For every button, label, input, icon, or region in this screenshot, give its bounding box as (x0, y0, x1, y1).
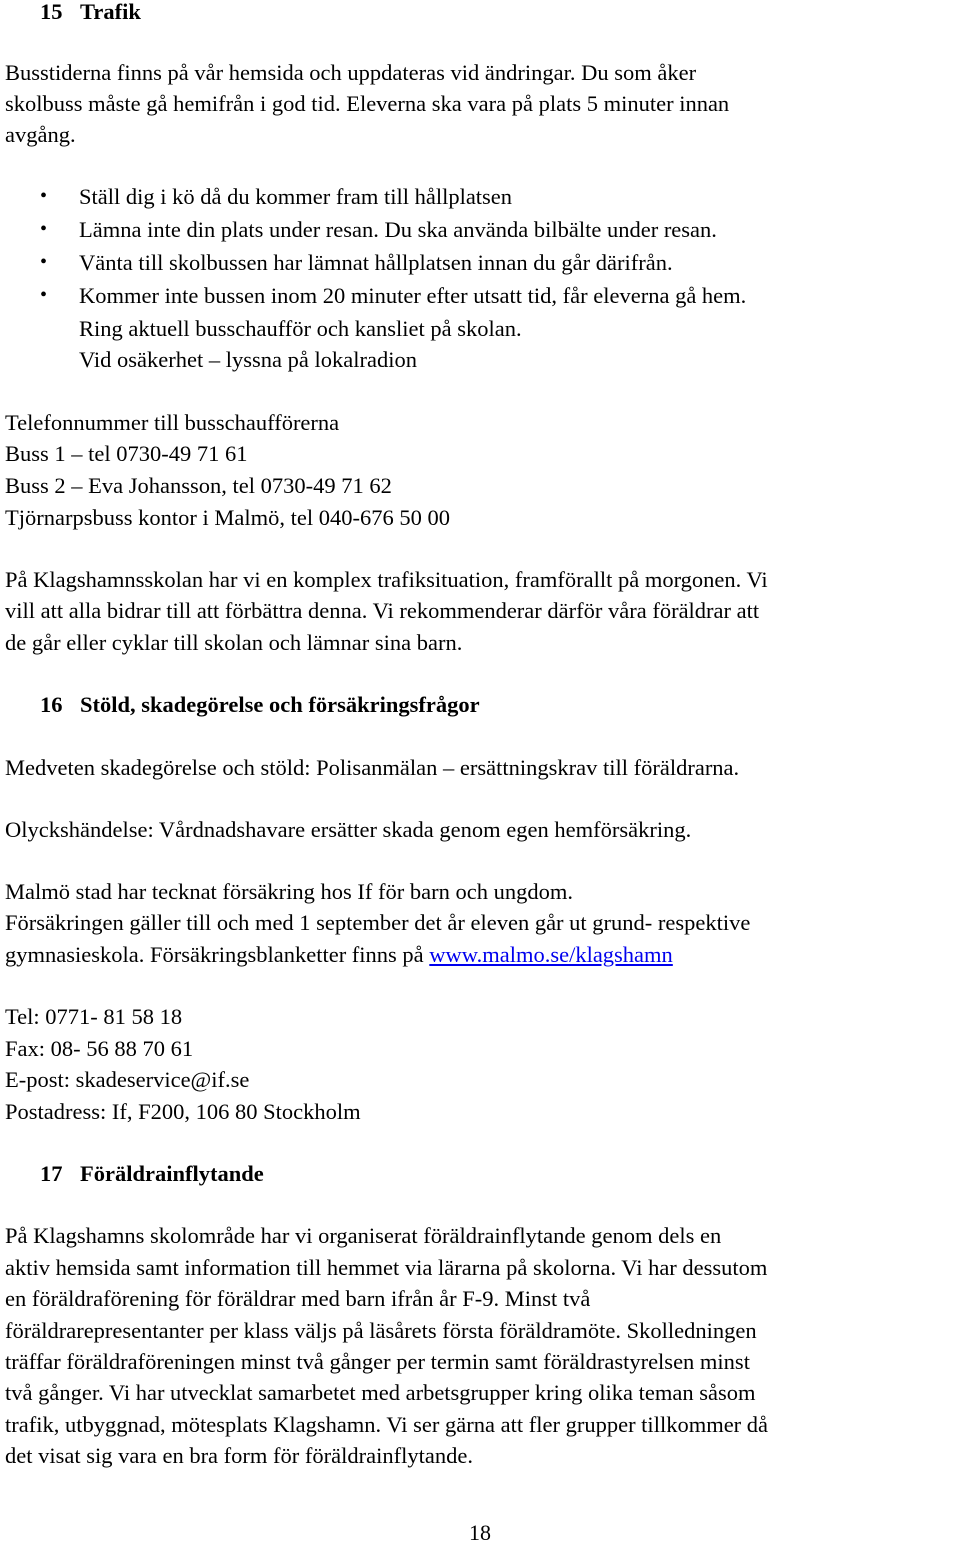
list-item-text: Lämna inte din plats under resan. Du ska använda bilbälte under resan. (79, 217, 717, 242)
paragraph-line: avgång. (5, 122, 76, 147)
list-item-text: Ställ dig i kö då du kommer fram till hållplatsen (79, 184, 513, 209)
section-number: 15 (40, 0, 63, 24)
paragraph-line: aktiv hemsida samt information till hemmet via lärarna på skolorna. Vi har dessutom (5, 1255, 768, 1280)
paragraph-text: gymnasieskola. Försäkringsblanketter finns på (5, 942, 430, 967)
paragraph-line: Försäkringen gäller till och med 1 september det år eleven går ut grund- respektive (5, 910, 751, 935)
section-title: Trafik (80, 0, 141, 24)
paragraph-line: två gånger. Vi har utvecklat samarbetet med arbetsgrupper kring olika teman såsom (5, 1380, 756, 1405)
paragraph-line: Busstiderna finns på vår hemsida och uppdateras vid ändringar. Du som åker (5, 60, 697, 85)
paragraph-line: träffar föräldraföreningen minst två gånger per termin samt föräldrastyrelsen minst (5, 1349, 750, 1374)
paragraph-line: Medveten skadegörelse och stöld: Polisanmälan – ersättningskrav till föräldrarna. (5, 755, 740, 780)
phone-entry: Tjörnarpsbuss kontor i Malmö, tel 040-676 50 00 (5, 505, 450, 530)
bullet-dot-icon: • (40, 218, 48, 240)
paragraph-line: föräldrarepresentanter per klass väljs på läsårets första föräldramöte. Skolledningen (5, 1318, 757, 1343)
paragraph-line: På Klagshamns skolområde har vi organiserat föräldrainflytande genom dels en (5, 1223, 722, 1248)
list-item-continuation: Ring aktuell busschaufför och kansliet på skolan. (79, 316, 522, 341)
page-number: 18 (469, 1520, 491, 1545)
section-15-heading (40, 0, 141, 27)
paragraph-line: skolbuss måste gå hemifrån i god tid. Eleverna ska vara på plats 5 minuter innan (5, 91, 730, 116)
list-item-text: Kommer inte bussen inom 20 minuter efter utsatt tid, får eleverna gå hem. (79, 283, 747, 308)
section-16-heading (40, 689, 480, 720)
phone-entry: Buss 2 – Eva Johansson, tel 0730-49 71 62 (5, 473, 392, 498)
website-link[interactable]: www.malmo.se/klagshamn (429, 942, 673, 967)
contact-tel: Tel: 0771- 81 58 18 (5, 1004, 183, 1029)
paragraph-line: de går eller cyklar till skolan och lämnar sina barn. (5, 630, 463, 655)
paragraph-line: Malmö stad har tecknat försäkring hos If för barn och ungdom. (5, 879, 573, 904)
paragraph-line: en föräldraförening för föräldrar med barn ifrån år F-9. Minst två (5, 1286, 591, 1311)
bullet-dot-icon: • (40, 251, 48, 273)
contact-email: E-post: skadeservice@if.se (5, 1067, 250, 1092)
paragraph-line: På Klagshamnsskolan har vi en komplex trafiksituation, framförallt på morgonen. Vi (5, 567, 768, 592)
contact-fax: Fax: 08- 56 88 70 61 (5, 1036, 194, 1061)
paragraph-line: Olyckshändelse: Vårdnadshavare ersätter skada genom egen hemförsäkring. (5, 817, 692, 842)
section-title: Stöld, skadegörelse och försäkringsfrågor (80, 692, 480, 717)
section-number: 17 (40, 1161, 63, 1186)
contact-address: Postadress: If, F200, 106 80 Stockholm (5, 1099, 361, 1124)
paragraph-line: vill att alla bidrar till att förbättra denna. Vi rekommenderar därför våra föräldrar att (5, 598, 760, 623)
list-item-continuation: Vid osäkerhet – lyssna på lokalradion (79, 347, 417, 372)
paragraph-line: trafik, utbyggnad, mötesplats Klagshamn. Vi ser gärna att fler grupper tillkommer då (5, 1412, 769, 1437)
paragraph-line: det visat sig vara en bra form för föräldrainflytande. (5, 1443, 473, 1468)
paragraph-line (5, 939, 673, 970)
phone-entry: Buss 1 – tel 0730-49 71 61 (5, 441, 248, 466)
bullet-dot-icon: • (40, 284, 48, 306)
section-number: 16 (40, 692, 63, 717)
phone-list-heading: Telefonnummer till busschaufförerna (5, 410, 340, 435)
section-title: Föräldrainflytande (80, 1161, 264, 1186)
bullet-dot-icon: • (40, 185, 48, 207)
list-item-text: Vänta till skolbussen har lämnat hållplatsen innan du går därifrån. (79, 250, 673, 275)
section-17-heading (40, 1158, 264, 1189)
